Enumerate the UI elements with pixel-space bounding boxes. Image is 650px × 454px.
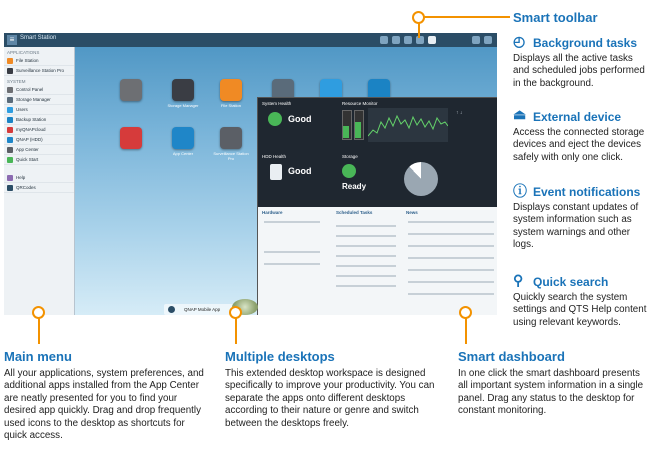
background-tasks-icon[interactable] <box>392 36 400 44</box>
storage-status-icon <box>342 164 356 178</box>
smart-toolbar-connector <box>418 16 510 18</box>
memory-meter-fill <box>355 122 361 138</box>
main-menu-button[interactable]: ≡ <box>7 35 17 45</box>
desktop-app-icon[interactable] <box>220 79 242 101</box>
main-menu-item-label: Control Panel <box>16 87 44 92</box>
hardware-title: Hardware <box>262 210 283 215</box>
multiple-desktops-marker <box>229 306 242 319</box>
desktop-app-icon[interactable] <box>120 79 142 101</box>
main-menu-item-label: myQNAPcloud <box>16 127 46 132</box>
main-menu-item[interactable] <box>4 95 74 105</box>
quick-search-title: Quick search <box>533 275 609 289</box>
smart-dashboard-marker <box>459 306 472 319</box>
user-avatar[interactable] <box>428 36 436 44</box>
background-tasks-title: Background tasks <box>533 36 638 50</box>
main-menu-item[interactable] <box>4 135 74 145</box>
main-menu-item[interactable] <box>4 105 74 115</box>
main-menu-item-label: Surveillance Station Pro <box>16 68 65 73</box>
main-menu-item-label: Quick Start <box>16 157 39 162</box>
dock-label: QNAP Mobile App <box>184 307 221 312</box>
health-status: Good <box>288 114 312 124</box>
app-icon <box>7 97 13 103</box>
main-menu-item-label: App Center <box>16 147 39 152</box>
main-menu-item-label: Storage Manager <box>16 97 51 102</box>
app-icon <box>7 147 13 153</box>
desktop-app-icon[interactable] <box>172 127 194 149</box>
hdd-health-title: HDD Health <box>262 154 287 159</box>
system-health-title: System Health <box>262 101 292 106</box>
resource-monitor-title: Resource Monitor <box>342 101 378 106</box>
app-icon <box>7 137 13 143</box>
storage-status: Ready <box>342 182 367 191</box>
external-device-text: Access the connected storage devices and eject the devices safely with only one click. <box>513 127 645 163</box>
cpu-meter-fill <box>343 126 349 138</box>
top-toolbar <box>4 33 497 47</box>
more-icon[interactable] <box>484 36 492 44</box>
smart-toolbar-marker <box>412 11 425 24</box>
qts-desktop-screenshot <box>4 33 497 315</box>
dashboard-icon[interactable] <box>472 36 480 44</box>
main-menu-item[interactable] <box>4 125 74 135</box>
search-icon[interactable] <box>380 36 388 44</box>
event-notifications-text: Displays constant updates of system information such as system warnings and other logs. <box>513 202 639 251</box>
app-icon <box>7 58 13 64</box>
bandwidth-graph <box>368 108 448 142</box>
search-icon: ⚲ <box>513 272 524 288</box>
desktop-app-label: Storage Manager <box>167 103 199 108</box>
app-icon <box>7 107 13 113</box>
main-menu-item[interactable] <box>4 173 74 183</box>
storage-title: Storage <box>342 154 358 159</box>
main-menu-title: Main menu <box>4 349 72 364</box>
desktop-app-icon[interactable] <box>172 79 194 101</box>
usb-device-icon: ⏏ <box>513 106 527 122</box>
main-menu-item-label: Users <box>16 107 28 112</box>
main-menu-item-label: Backup Station <box>16 117 47 122</box>
app-icon <box>7 157 13 163</box>
menu-section-label: APPLICATIONS <box>7 50 40 55</box>
main-menu-item[interactable] <box>4 145 74 155</box>
scheduled-tasks-title: Scheduled Tasks <box>336 210 373 215</box>
multiple-desktops-text: This extended desktop workspace is designed specifically to improve your productivity. You can separate the apps onto different desktops according to their nature or genre and switch between the desktops freely. <box>225 368 435 429</box>
main-menu-item[interactable] <box>4 115 74 125</box>
event-notifications-title: Event notifications <box>533 185 641 199</box>
quick-search-text: Quickly search the system settings and QTS Help content using relevant keywords. <box>513 292 647 328</box>
menu-section-label: SYSTEM <box>7 79 26 84</box>
info-icon: ⓘ <box>513 183 527 199</box>
external-device-icon[interactable] <box>404 36 412 44</box>
main-menu-marker <box>32 306 45 319</box>
main-menu-item[interactable] <box>4 155 74 165</box>
app-icon <box>7 175 13 181</box>
main-menu-item[interactable] <box>4 66 74 76</box>
app-icon <box>7 87 13 93</box>
desktop-app-label: App Center <box>172 151 194 156</box>
desktop-app-icon[interactable] <box>220 127 242 149</box>
external-device-title: External device <box>533 110 622 124</box>
health-status-icon <box>268 112 282 126</box>
main-menu-item[interactable] <box>4 183 74 193</box>
desktop-app-label: Surveillance Station Pro <box>213 151 249 161</box>
desktop-app-icon[interactable] <box>120 127 142 149</box>
smart-toolbar-title: Smart toolbar <box>513 10 598 25</box>
main-menu-item[interactable] <box>4 85 74 95</box>
multiple-desktops-title: Multiple desktops <box>225 349 335 364</box>
main-menu-item-label: QNAP (HDD) <box>16 137 43 142</box>
app-icon <box>7 127 13 133</box>
hdd-icon <box>270 164 282 180</box>
hdd-status: Good <box>288 166 312 176</box>
app-icon <box>7 68 13 74</box>
clock-icon: ◴ <box>513 33 526 49</box>
storage-pie <box>404 162 438 196</box>
desktop-app-label: File Station <box>220 103 241 108</box>
main-menu-text: All your applications, system preferences, and additional apps installed from the App Center are neatly presented for you to find your desired app quickly. Drag and drop frequently used icons to the desktop as shortcuts for quick access. <box>4 368 204 442</box>
main-menu-item-label: Help <box>16 175 26 180</box>
smart-dashboard: System Health Good Resource Monitor ↑ ↓ HDD Health Good Storage Ready Hardware Scheduled Tasks News <box>257 97 497 315</box>
dashboard-lower <box>258 207 497 315</box>
app-title: Smart Station <box>20 35 57 41</box>
smart-dashboard-text: In one click the smart dashboard presents all important system information in a single panel. Drag any status to the desktop for constant monitoring. <box>458 368 644 417</box>
main-menu-item[interactable] <box>4 56 74 66</box>
desktop-switch-dot[interactable] <box>168 306 175 313</box>
main-menu-item-label: QRCodes <box>16 185 36 190</box>
app-icon <box>7 185 13 191</box>
news-title: News <box>406 210 418 215</box>
main-menu-item-label: File Station <box>16 58 39 63</box>
background-tasks-text: Displays all the active tasks and scheduled jobs performed in the background. <box>513 53 645 89</box>
app-icon <box>7 117 13 123</box>
smart-dashboard-title: Smart dashboard <box>458 349 565 364</box>
main-menu-panel <box>4 47 75 315</box>
